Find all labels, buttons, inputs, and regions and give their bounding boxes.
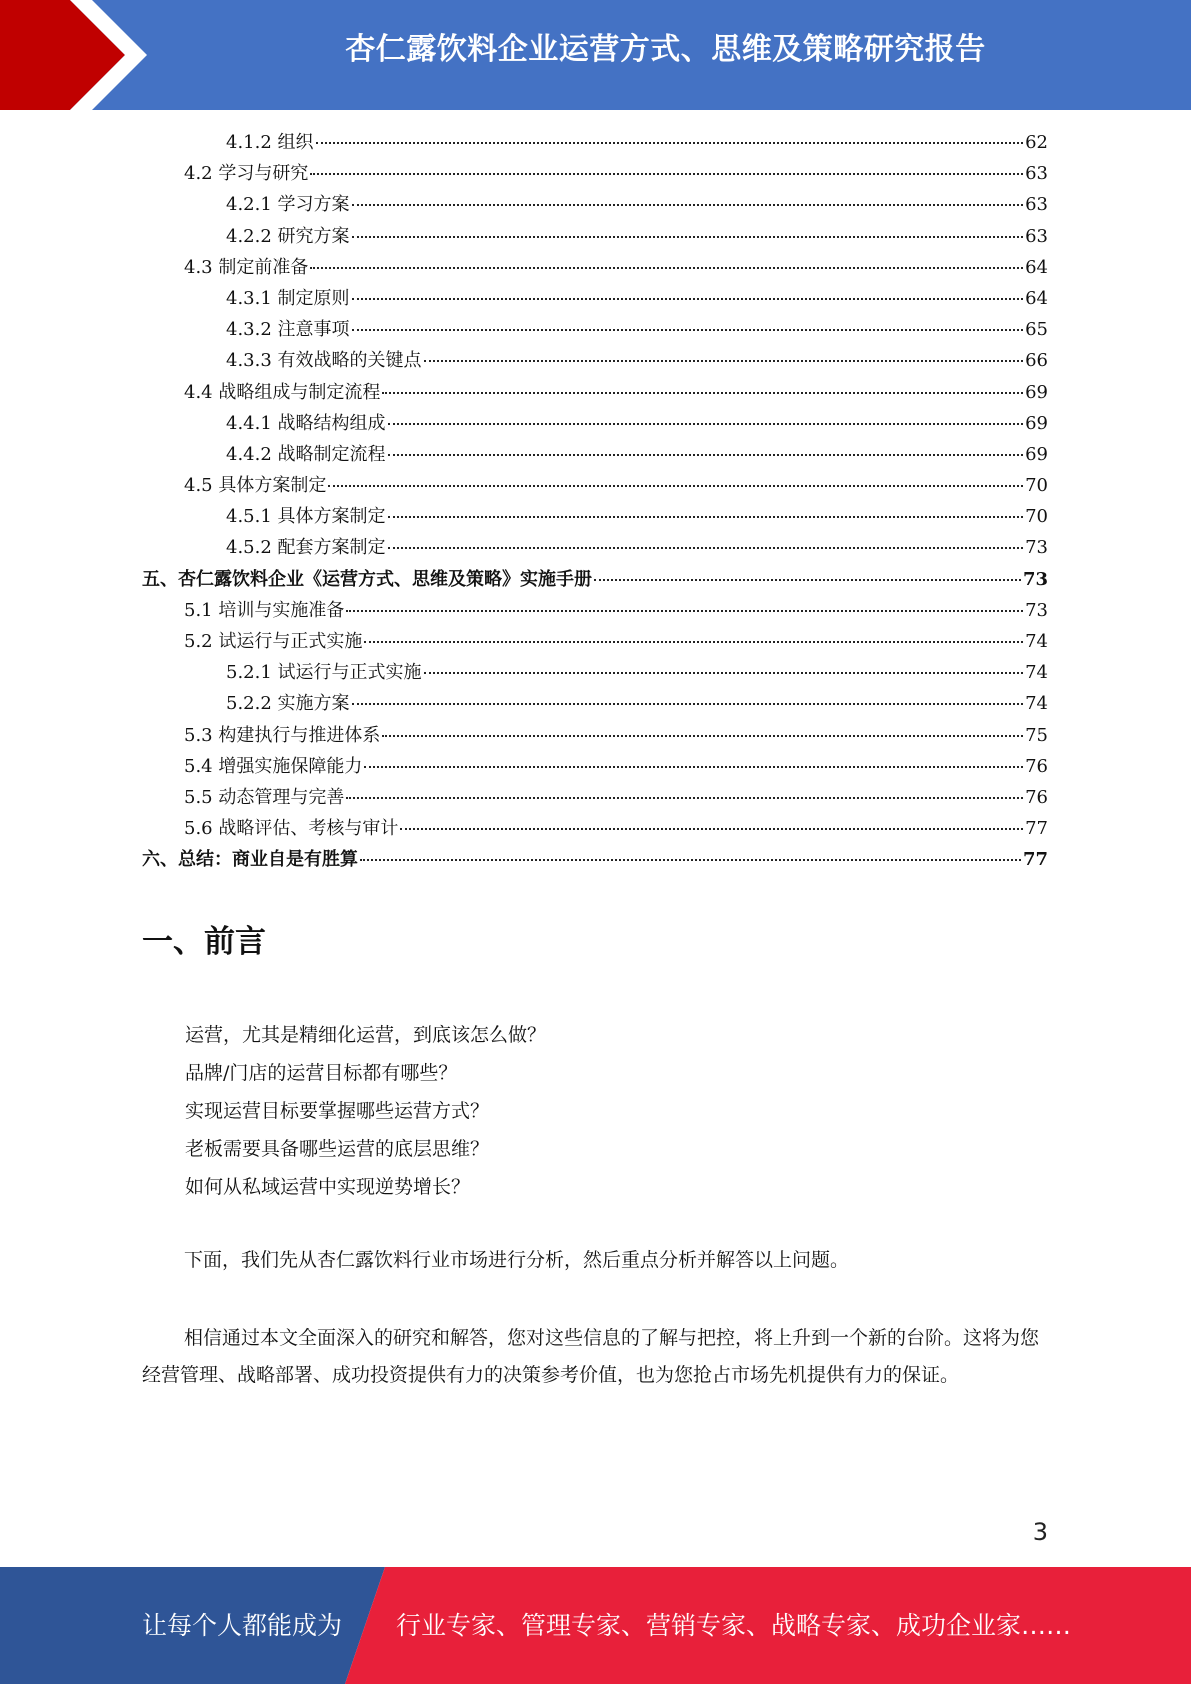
toc-entry[interactable]: [142, 284, 1048, 315]
toc-entry-title: 5.5 动态管理与完善: [184, 786, 345, 808]
toc-dot-leader: [388, 516, 1024, 518]
toc-dot-leader: [360, 859, 1021, 861]
toc-entry[interactable]: [142, 409, 1048, 440]
toc-entry-page: 64: [1025, 287, 1048, 309]
toc-dot-leader: [352, 703, 1024, 705]
toc-entry-page: 77: [1022, 849, 1048, 871]
toc-dot-leader: [364, 766, 1023, 768]
toc-entry-page: 70: [1025, 506, 1048, 528]
toc-entry-title: 六、总结：商业自是有胜算: [142, 849, 358, 871]
toc-entry[interactable]: [142, 222, 1048, 253]
toc-entry[interactable]: [142, 752, 1048, 783]
question-item: 运营，尤其是精细化运营，到底该怎么做？: [185, 1024, 547, 1046]
toc-entry-page: 64: [1025, 256, 1048, 278]
toc-entry-title: 4.2 学习与研究: [184, 163, 309, 185]
toc-entry-title: 4.1.2 组织: [226, 132, 314, 153]
toc-entry-title: 4.4 战略组成与制定流程: [184, 381, 381, 403]
toc-dot-leader: [382, 735, 1023, 737]
toc-entry[interactable]: [142, 689, 1048, 720]
toc-entry-page: 63: [1025, 225, 1048, 247]
toc-entry-title: 5.2 试运行与正式实施: [184, 631, 363, 652]
toc-dot-leader: [346, 797, 1023, 799]
toc-dot-leader: [388, 423, 1024, 425]
toc-dot-leader: [400, 828, 1023, 830]
page-footer: [0, 1567, 1191, 1684]
toc-entry-title: 五、杏仁露饮料企业《运营方式、思维及策略》实施手册: [142, 568, 592, 590]
toc-entry[interactable]: [142, 253, 1048, 284]
toc-entry-page: 74: [1025, 631, 1048, 652]
toc-entry-page: 76: [1025, 786, 1048, 808]
toc-entry[interactable]: [142, 502, 1048, 533]
toc-entry[interactable]: [142, 596, 1048, 627]
toc-entry-title: 4.3 制定前准备: [184, 256, 309, 278]
toc-dot-leader: [352, 298, 1024, 300]
toc-entry-page: 76: [1025, 755, 1048, 777]
toc-entry-title: 4.5 具体方案制定: [184, 475, 327, 497]
section-heading: 一、前言: [142, 924, 266, 960]
footer-slogan-right: 行业专家、管理专家、营销专家、战略专家、成功企业家……: [396, 1611, 1072, 1640]
toc-entry-page: 70: [1025, 475, 1048, 497]
question-item: 如何从私域运营中实现逆势增长？: [185, 1176, 471, 1198]
toc-dot-leader: [424, 672, 1024, 674]
toc-entry-page: 63: [1025, 194, 1048, 216]
toc-entry[interactable]: [142, 814, 1048, 845]
table-of-contents: [142, 128, 1048, 877]
toc-entry-page: 73: [1025, 537, 1048, 559]
conclusion-paragraph: 相信通过本文全面深入的研究和解答，您对这些信息的了解与把控，将上升到一个新的台阶。这将为您经营管理、战略部署、成功投资提供有力的决策参考价值，也为您抢占市场先机提供有力的保证。: [142, 1327, 1040, 1386]
toc-entry-title: 4.5.2 配套方案制定: [226, 537, 386, 559]
toc-entry[interactable]: [142, 346, 1048, 377]
toc-dot-leader: [310, 267, 1023, 269]
toc-entry[interactable]: [142, 845, 1048, 876]
toc-dot-leader: [382, 392, 1023, 394]
toc-entry[interactable]: [142, 378, 1048, 409]
toc-dot-leader: [388, 454, 1024, 456]
header-arrow-decoration: [0, 0, 150, 110]
toc-entry[interactable]: [142, 627, 1048, 658]
toc-entry[interactable]: [142, 658, 1048, 689]
toc-entry-title: 5.2.2 实施方案: [226, 693, 350, 715]
toc-entry[interactable]: [142, 190, 1048, 221]
toc-entry[interactable]: [142, 159, 1048, 190]
toc-dot-leader: [316, 142, 1024, 144]
toc-entry-title: 4.2.2 研究方案: [226, 225, 350, 247]
toc-entry-page: 65: [1025, 319, 1048, 341]
toc-entry[interactable]: [142, 721, 1048, 752]
question-list: [185, 1016, 1065, 1206]
question-item: 实现运营目标要掌握哪些运营方式？: [185, 1100, 490, 1122]
toc-entry-title: 4.2.1 学习方案: [226, 194, 350, 216]
toc-entry[interactable]: [142, 565, 1048, 596]
toc-dot-leader: [594, 579, 1021, 581]
toc-dot-leader: [352, 236, 1024, 238]
toc-entry-page: 69: [1025, 381, 1048, 403]
toc-dot-leader: [328, 485, 1023, 487]
page-number: 3: [1032, 1518, 1048, 1546]
toc-entry[interactable]: [142, 440, 1048, 471]
toc-dot-leader: [346, 610, 1023, 612]
toc-dot-leader: [352, 204, 1024, 206]
toc-entry[interactable]: [142, 783, 1048, 814]
toc-entry-title: 4.3.2 注意事项: [226, 319, 350, 341]
toc-entry-page: 66: [1025, 350, 1048, 372]
toc-entry-title: 4.3.3 有效战略的关键点: [226, 350, 422, 372]
toc-entry-page: 73: [1022, 568, 1048, 590]
toc-entry[interactable]: [142, 315, 1048, 346]
toc-entry-page: 77: [1025, 818, 1048, 840]
toc-entry-title: 4.4.2 战略制定流程: [226, 443, 386, 465]
toc-dot-leader: [388, 547, 1024, 549]
toc-entry-title: 4.4.1 战略结构组成: [226, 412, 386, 434]
toc-entry[interactable]: [142, 533, 1048, 564]
toc-entry-title: 4.5.1 具体方案制定: [226, 506, 386, 528]
question-item: 品牌/门店的运营目标都有哪些？: [185, 1062, 458, 1084]
toc-dot-leader: [364, 641, 1023, 643]
toc-entry-page: 74: [1025, 662, 1048, 684]
toc-entry-title: 5.2.1 试运行与正式实施: [226, 662, 422, 684]
toc-entry[interactable]: [142, 471, 1048, 502]
intro-paragraph: 下面，我们先从杏仁露饮料行业市场进行分析，然后重点分析并解答以上问题。: [184, 1249, 850, 1271]
toc-dot-leader: [424, 360, 1024, 362]
toc-dot-leader: [352, 329, 1024, 331]
toc-entry[interactable]: [142, 128, 1048, 159]
page-header: [0, 0, 1191, 110]
toc-entry-page: 74: [1025, 693, 1048, 715]
report-title: 杏仁露饮料企业运营方式、思维及策略研究报告: [345, 32, 986, 67]
toc-entry-title: 4.3.1 制定原则: [226, 287, 350, 309]
toc-entry-title: 5.4 增强实施保障能力: [184, 755, 363, 777]
toc-entry-page: 62: [1025, 132, 1048, 153]
toc-entry-page: 69: [1025, 412, 1048, 434]
footer-slogan-left: 让每个人都能成为: [142, 1611, 343, 1640]
toc-entry-title: 5.1 培训与实施准备: [184, 599, 345, 621]
toc-entry-page: 63: [1025, 163, 1048, 185]
question-item: 老板需要具备哪些运营的底层思维？: [185, 1138, 490, 1160]
toc-dot-leader: [310, 173, 1023, 175]
toc-entry-page: 73: [1025, 599, 1048, 621]
toc-entry-title: 5.6 战略评估、考核与审计: [184, 818, 399, 840]
toc-entry-page: 75: [1025, 724, 1048, 746]
toc-entry-page: 69: [1025, 443, 1048, 465]
toc-entry-title: 5.3 构建执行与推进体系: [184, 724, 381, 746]
